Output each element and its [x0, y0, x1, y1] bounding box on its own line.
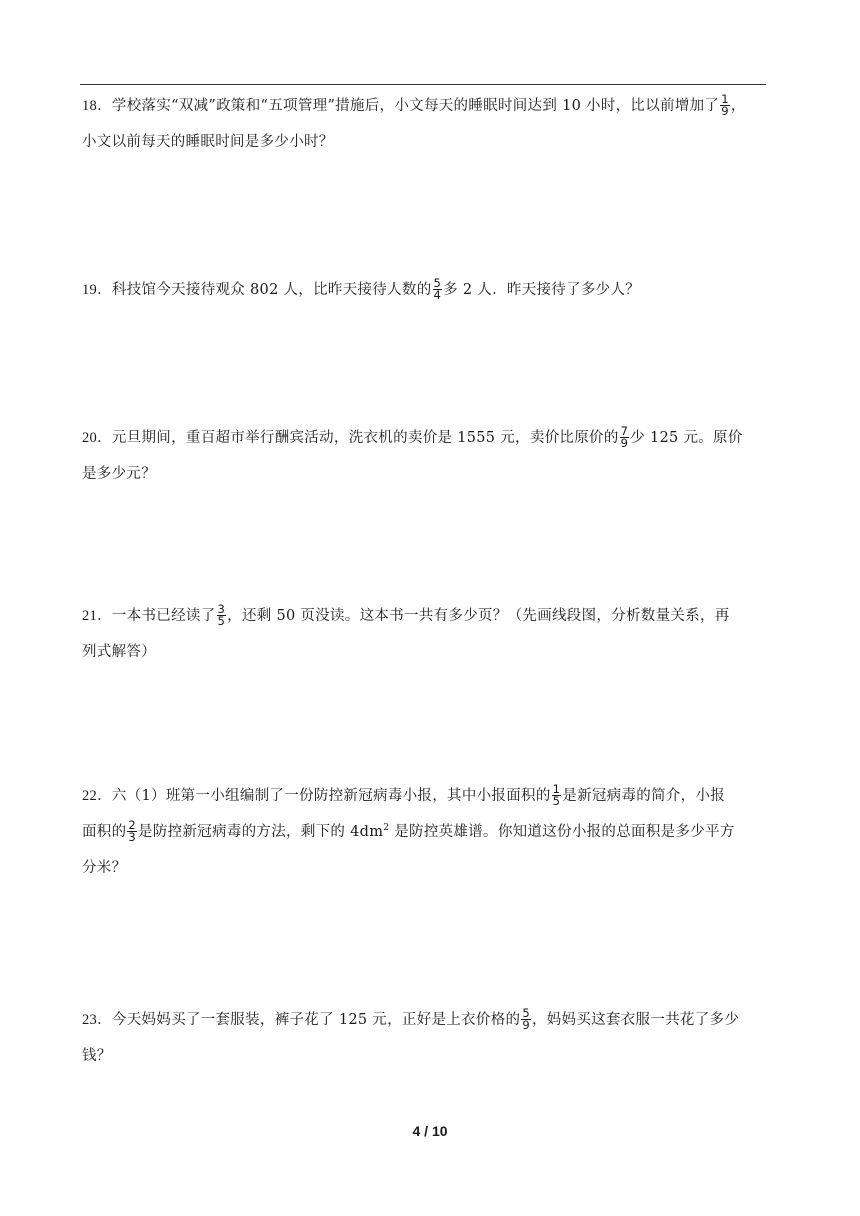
fraction-denominator: 9 — [620, 435, 629, 450]
question-number: 20． — [82, 430, 112, 446]
fraction-numerator: 3 — [217, 601, 226, 616]
question-19-line-1 — [82, 272, 770, 308]
question-text: 是防控英雄谱。你知道这份小报的总面积是多少平方 — [389, 824, 735, 840]
fraction-denominator: 3 — [128, 829, 137, 844]
question-number: 18． — [82, 98, 112, 114]
question-text: 六（1）班第一小组编制了一份防控新冠病毒小报，其中小报面积的 — [111, 788, 551, 804]
question-22-line-3: 分米？ — [82, 860, 127, 876]
question-text: 今天妈妈买了一套服装，裤子花了 125 元，正好是上衣价格的 — [111, 1012, 521, 1028]
fraction — [620, 423, 630, 450]
question-text: 面积的 — [82, 824, 127, 840]
fraction-numerator: 5 — [433, 275, 442, 290]
fraction-denominator: 4 — [433, 287, 442, 302]
question-text: ， — [730, 98, 746, 114]
question-text: ，还剩 50 页没读。这本书一共有多少页？（先画线段图，分析数量关系，再 — [227, 608, 730, 624]
question-number: 19． — [82, 282, 112, 298]
question-21 — [82, 598, 770, 670]
question-22 — [82, 778, 770, 886]
fraction — [127, 817, 137, 844]
question-22-line-2 — [82, 814, 770, 850]
fraction — [521, 1005, 531, 1032]
question-18 — [82, 88, 770, 160]
header-rule — [80, 84, 766, 85]
fraction — [720, 91, 730, 118]
fraction-denominator: 5 — [552, 793, 561, 808]
question-text: 少 125 元。原价 — [630, 430, 743, 446]
question-text: 学校落实“双减”政策和“五项管理”措施后，小文每天的睡眠时间达到 10 小时，比以前增加了 — [111, 98, 720, 114]
question-21-line-1 — [82, 598, 770, 634]
question-text: 多 2 人．昨天接待了多少人？ — [443, 282, 641, 298]
question-23 — [82, 1002, 770, 1074]
question-text: 元旦期间，重百超市举行酬宾活动，洗衣机的卖价是 1555 元，卖价比原价的 — [111, 430, 619, 446]
question-21-line-2: 列式解答） — [82, 644, 156, 660]
question-number: 22． — [82, 788, 112, 804]
unit-exponent: 2 — [383, 823, 390, 834]
question-text: 一本书已经读了 — [111, 608, 216, 624]
fraction — [552, 781, 562, 808]
fraction-numerator: 1 — [721, 91, 729, 106]
fraction-numerator: 1 — [552, 781, 561, 796]
question-23-line-2: 钱？ — [82, 1048, 112, 1064]
question-text: 是防控新冠病毒的方法，剩下的 4dm — [138, 824, 384, 840]
fraction — [217, 601, 227, 628]
fraction-denominator: 9 — [522, 1017, 530, 1032]
fraction-numerator: 2 — [128, 817, 137, 832]
question-number: 23． — [82, 1012, 112, 1028]
question-text: 科技馆今天接待观众 802 人，比昨天接待人数的 — [111, 282, 432, 298]
page-number: 4 / 10 — [412, 1123, 448, 1139]
fraction-numerator: 7 — [620, 423, 629, 438]
fraction-numerator: 5 — [522, 1005, 530, 1020]
question-18-line-1 — [82, 88, 770, 124]
question-22-line-1 — [82, 778, 770, 814]
question-23-line-1 — [82, 1002, 770, 1038]
question-text: ，妈妈买这套衣服一共花了多少 — [531, 1012, 740, 1028]
question-20 — [82, 420, 770, 492]
fraction-denominator: 9 — [721, 103, 729, 118]
question-20-line-2: 是多少元？ — [82, 466, 156, 482]
question-number: 21． — [82, 608, 112, 624]
fraction — [433, 275, 443, 302]
question-18-line-2: 小文以前每天的睡眠时间是多少小时？ — [82, 134, 334, 150]
question-19 — [82, 272, 770, 308]
fraction-denominator: 5 — [217, 613, 226, 628]
question-20-line-1 — [82, 420, 770, 456]
question-text: 是新冠病毒的简介，小报 — [562, 788, 726, 804]
